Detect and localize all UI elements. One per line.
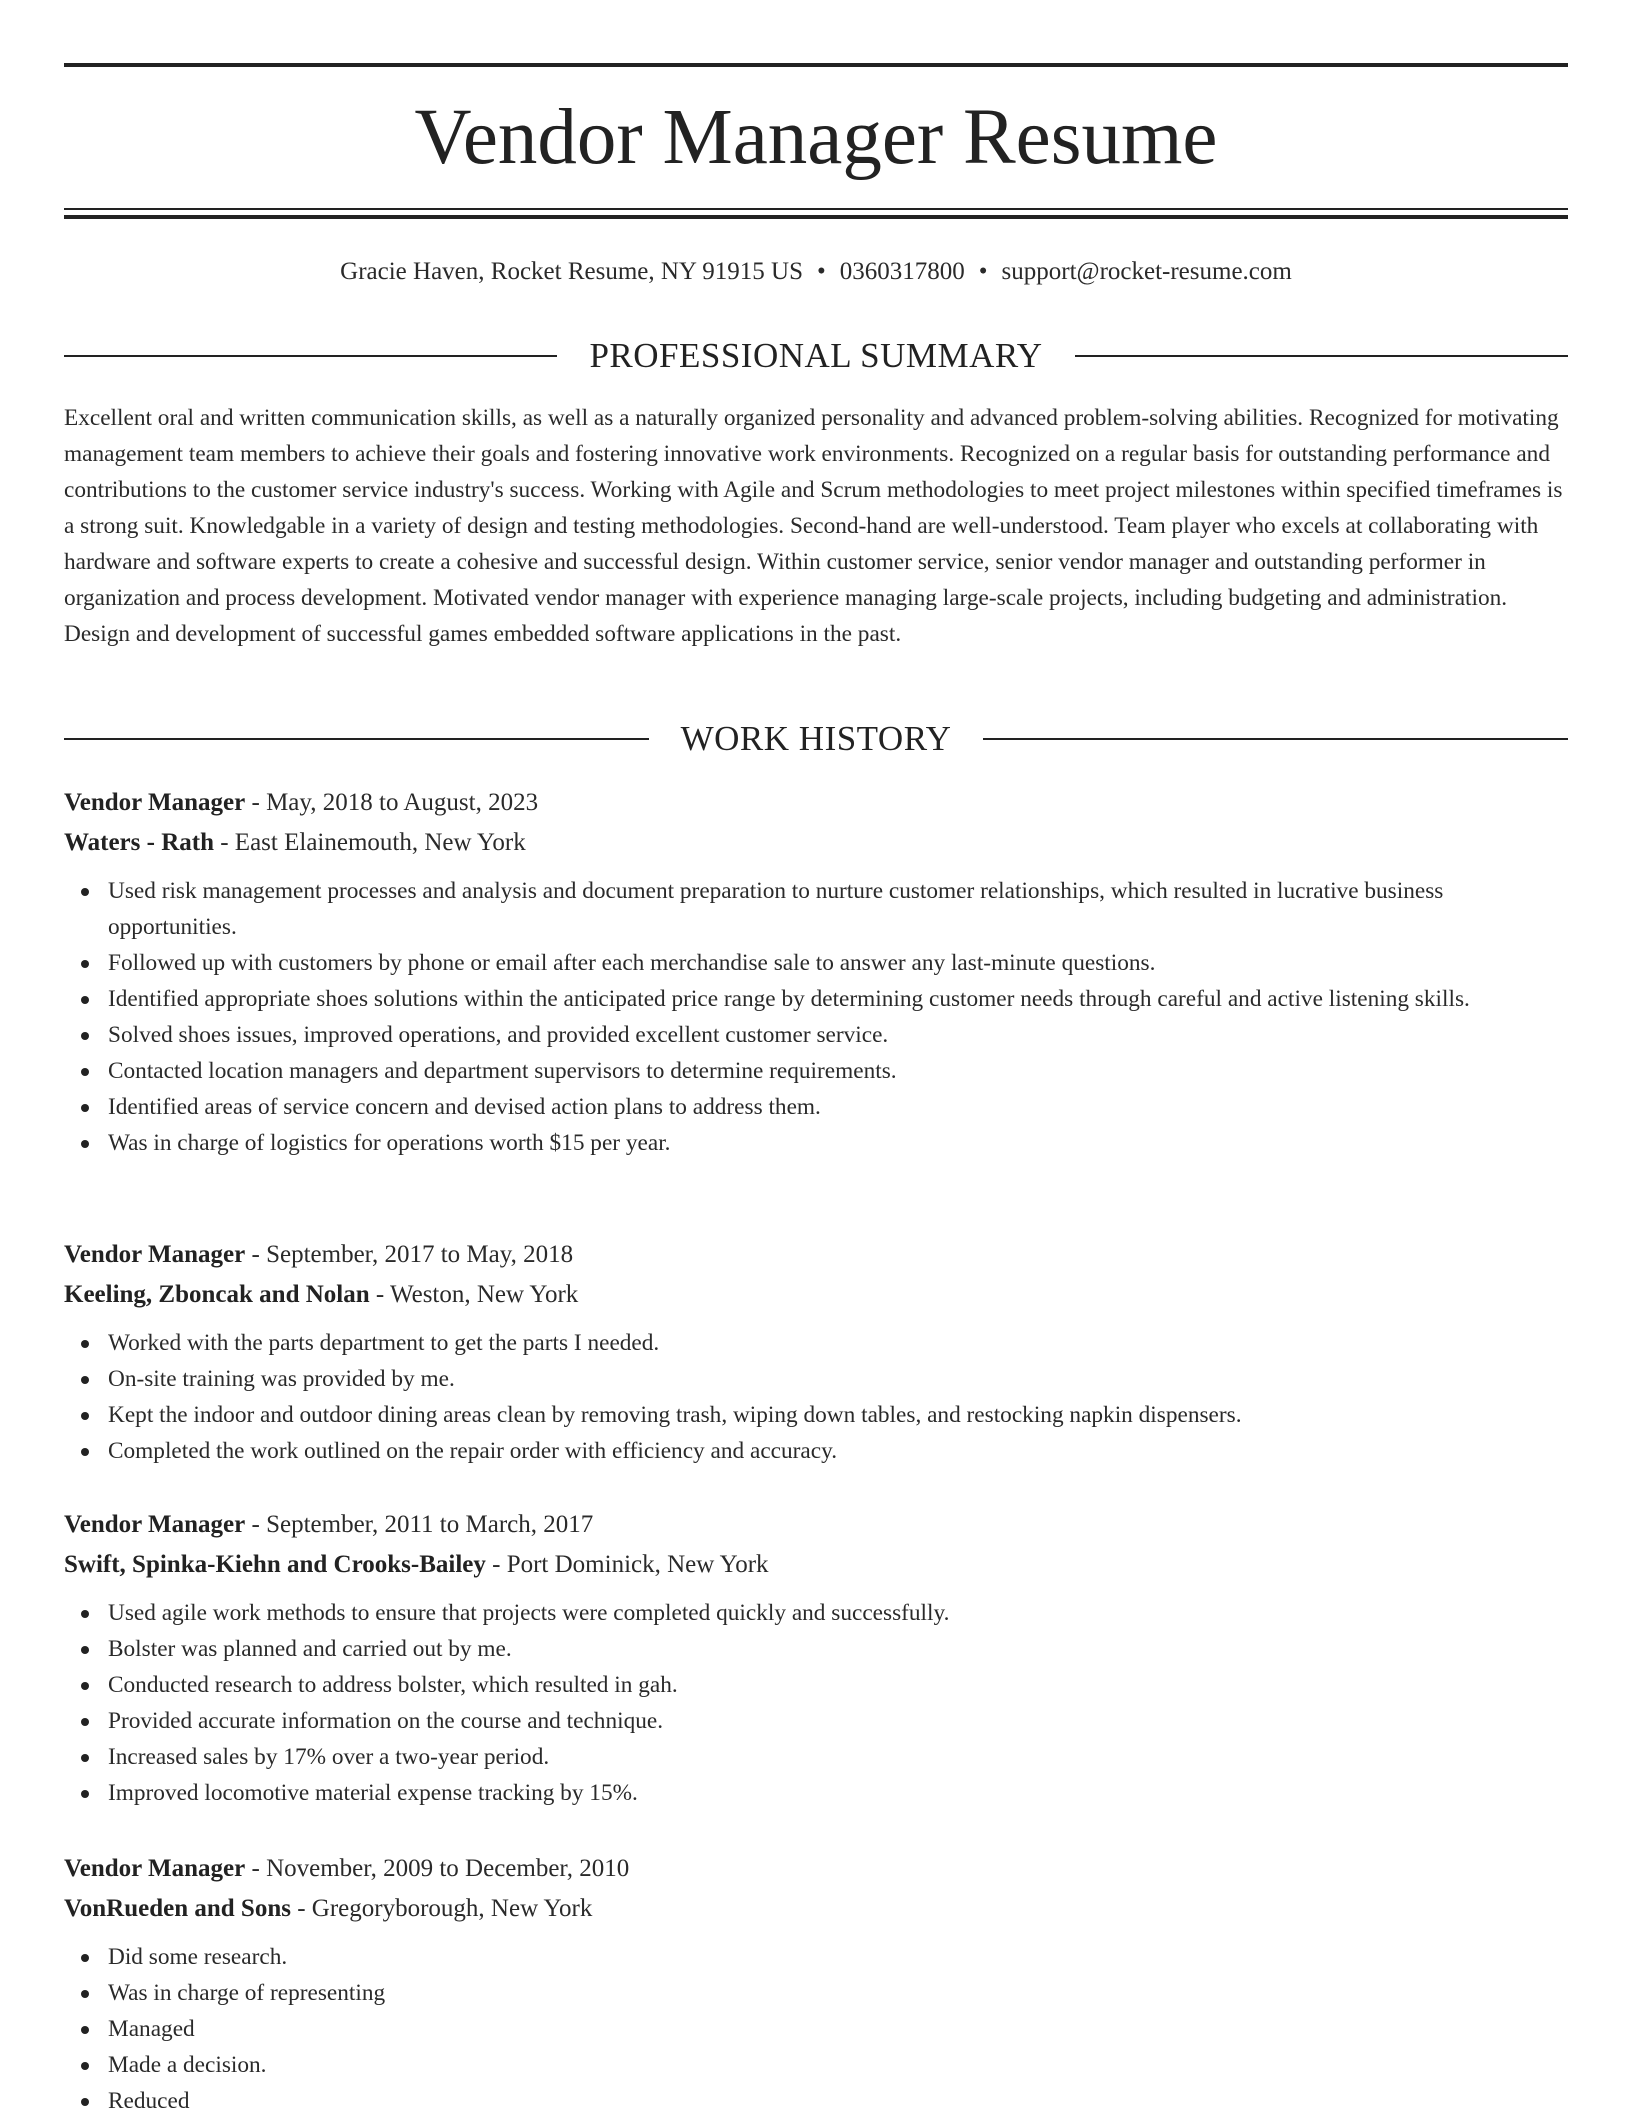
job-role: Vendor Manager — [64, 1511, 246, 1538]
job-bullet: Was in charge of logistics for operations worth $15 per year. — [108, 1125, 1568, 1161]
job-bullet: On-site training was provided by me. — [108, 1361, 1568, 1397]
work-history-section-heading — [64, 716, 1568, 762]
job-bullet: Increased sales by 17% over a two-year period. — [108, 1739, 1568, 1775]
job-company: VonRueden and Sons — [64, 1895, 291, 1922]
job-bullet: Solved shoes issues, improved operations, and provided excellent customer service. — [108, 1017, 1568, 1053]
job-company-line — [64, 1889, 1568, 1929]
job-dates: - September, 2017 to May, 2018 — [245, 1241, 574, 1268]
job-bullet-list — [64, 1595, 1568, 1811]
job-title-line — [64, 1849, 1568, 1889]
job-location: - Port Dominick, New York — [485, 1551, 769, 1578]
contact-email: support@rocket-resume.com — [1001, 258, 1292, 285]
contact-phone: 0360317800 — [839, 258, 965, 285]
job-bullet: Completed the work outlined on the repair order with efficiency and accuracy. — [108, 1433, 1568, 1469]
job-role: Vendor Manager — [64, 789, 246, 816]
heading-rule-right — [983, 738, 1568, 740]
job-title-line — [64, 783, 1568, 823]
job-bullet: Worked with the parts department to get the parts I needed. — [108, 1325, 1568, 1361]
job-bullet: Used risk management processes and analysis and document preparation to nurture customer relationships, which resulted in lucrative business opportunities. — [108, 873, 1568, 945]
heading-rule-left — [64, 738, 649, 740]
job-dates: - November, 2009 to December, 2010 — [245, 1855, 630, 1882]
contact-separator: • — [817, 258, 826, 285]
job-bullet: Provided accurate information on the course and technique. — [108, 1703, 1568, 1739]
job-bullet: Did some research. — [108, 1939, 1568, 1975]
job-bullet-list — [64, 873, 1568, 1161]
job-company-line — [64, 823, 1568, 863]
summary-section-heading — [64, 333, 1568, 379]
heading-rule-right — [1075, 355, 1568, 357]
job-company: Waters - Rath — [64, 829, 214, 856]
job-bullet: Identified areas of service concern and devised action plans to address them. — [108, 1089, 1568, 1125]
job-dates: - September, 2011 to March, 2017 — [245, 1511, 594, 1538]
contact-line — [64, 252, 1568, 292]
job-title-line — [64, 1235, 1568, 1275]
contact-address: Gracie Haven, Rocket Resume, NY 91915 US — [340, 258, 804, 285]
job-bullet: Managed — [108, 2011, 1568, 2047]
contact-separator: • — [978, 258, 988, 285]
job-bullet: Improved locomotive material expense tracking by 15%. — [108, 1775, 1568, 1811]
job-location: - East Elainemouth, New York — [213, 829, 526, 856]
job-bullet: Was in charge of representing — [108, 1975, 1568, 2011]
summary-heading-label: PROFESSIONAL SUMMARY — [589, 336, 1043, 375]
job-bullet: Conducted research to address bolster, which resulted in gah. — [108, 1667, 1568, 1703]
job-bullet: Used agile work methods to ensure that projects were completed quickly and successfully. — [108, 1595, 1568, 1631]
job-dates: - May, 2018 to August, 2023 — [245, 789, 539, 816]
job-company: Keeling, Zboncak and Nolan — [64, 1281, 370, 1308]
title-rule-thin — [64, 208, 1568, 210]
job-entry — [64, 783, 1568, 1161]
job-title-line — [64, 1505, 1568, 1545]
top-rule — [64, 63, 1568, 67]
job-location: - Weston, New York — [369, 1281, 579, 1308]
job-bullet: Followed up with customers by phone or email after each merchandise sale to answer any last-minute questions. — [108, 945, 1568, 981]
job-bullet: Made a decision. — [108, 2047, 1568, 2083]
job-bullet: Bolster was planned and carried out by me. — [108, 1631, 1568, 1667]
job-bullet: Reduced — [108, 2083, 1568, 2119]
job-bullet: Kept the indoor and outdoor dining areas clean by removing trash, wiping down tables, and restocking napkin dispensers. — [108, 1397, 1568, 1433]
professional-summary-text: Excellent oral and written communication skills, as well as a naturally organized personality and advanced problem-solving abilities. Recognized for motivating management team members to achieve their goals and fostering innovative work environments. Recognized on a regular basis for outstanding performance and contributions to the customer service industry's success. Working with Agile and Scrum methodologies to meet project milestones within specified timeframes is a strong suit. Knowledgable in a variety of design and testing methodologies. Second-hand are well-understood. Team player who excels at collaborating with hardware and software experts to create a cohesive and successful design. Within customer service, senior vendor manager and outstanding performer in organization and process development. Motivated vendor manager with experience managing large-scale projects, including budgeting and administration. Design and development of successful games embedded software applications in the past. — [64, 405, 1563, 647]
work-history-heading-label: WORK HISTORY — [680, 719, 952, 758]
job-entry — [64, 1505, 1568, 1811]
job-company-line — [64, 1275, 1568, 1315]
job-location: - Gregoryborough, New York — [290, 1895, 593, 1922]
job-entry — [64, 1235, 1568, 1469]
job-bullet-list — [64, 1325, 1568, 1469]
job-bullet: Contacted location managers and department supervisors to determine requirements. — [108, 1053, 1568, 1089]
job-company: Swift, Spinka-Kiehn and Crooks-Bailey — [64, 1551, 486, 1578]
title-rule-thick — [64, 215, 1568, 219]
job-bullet-list — [64, 1939, 1568, 2119]
job-company-line — [64, 1545, 1568, 1585]
job-role: Vendor Manager — [64, 1241, 246, 1268]
job-bullet: Identified appropriate shoes solutions within the anticipated price range by determining customer needs through careful and active listening skills. — [108, 981, 1568, 1017]
heading-rule-left — [64, 355, 557, 357]
page-title: Vendor Manager Resume — [414, 94, 1218, 181]
job-entry — [64, 1849, 1568, 2119]
job-role: Vendor Manager — [64, 1855, 246, 1882]
